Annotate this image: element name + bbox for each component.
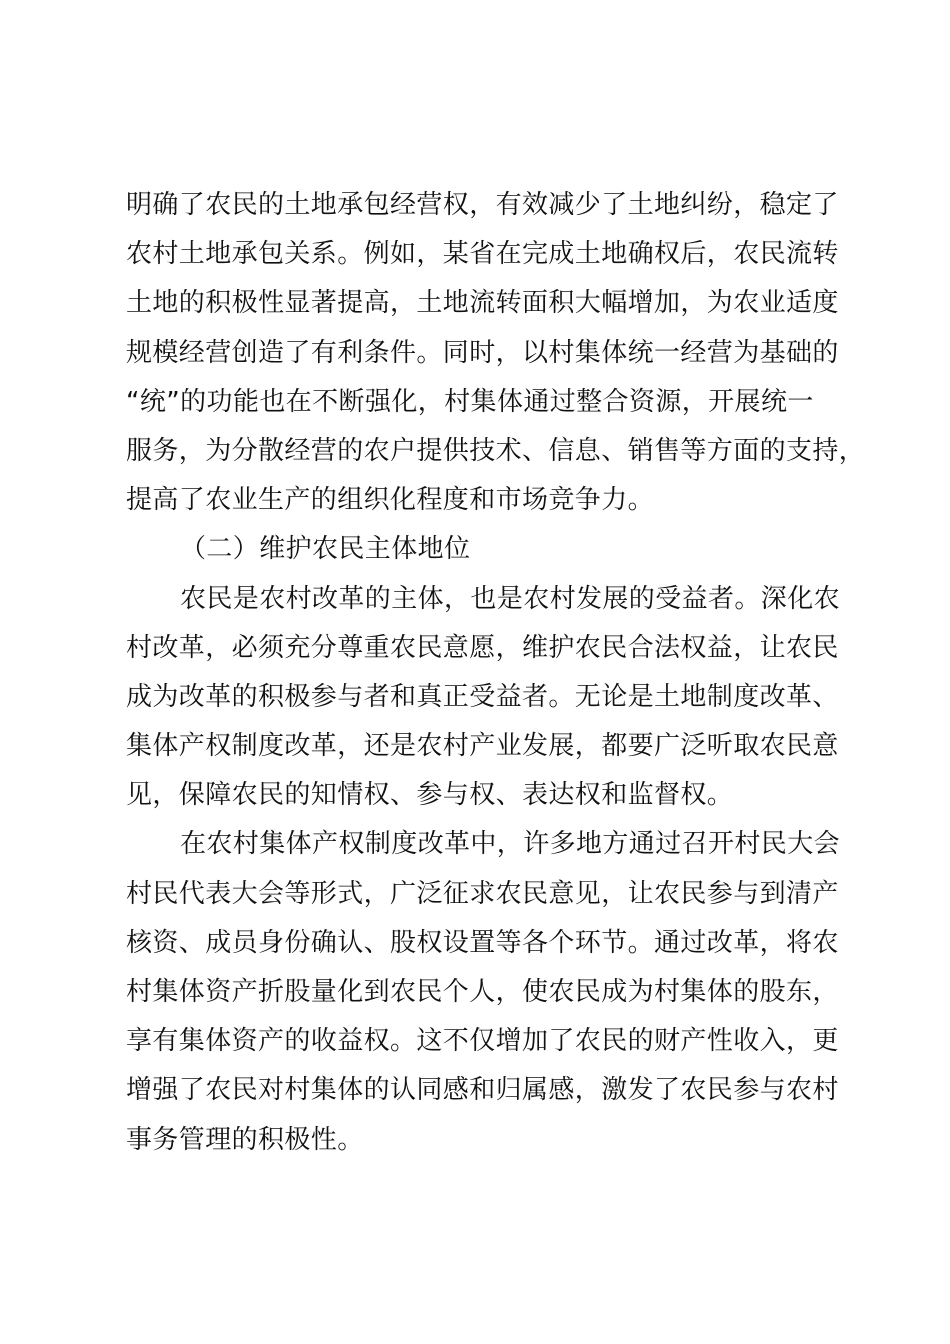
text-line: 村改革，必须充分尊重农民意愿，维护农民合法权益，让农民 <box>126 632 839 663</box>
paragraph-continued <box>126 181 866 525</box>
text-line: 享有集体资产的收益权。这不仅增加了农民的财产性收入，更 <box>126 1026 839 1057</box>
text-line: 规模经营创造了有利条件。同时，以村集体统一经营为基础的 <box>126 337 839 368</box>
text-line: 增强了农民对村集体的认同感和归属感，激发了农民参与农村 <box>126 1075 839 1106</box>
text-line: 成为改革的积极参与者和真正受益者。无论是土地制度改革、 <box>126 681 839 712</box>
text-line: 核资、成员身份确认、股权设置等各个环节。通过改革，将农 <box>126 927 839 958</box>
text-line: 事务管理的积极性。 <box>126 1124 364 1155</box>
text-line: 见，保障农民的知情权、参与权、表达权和监督权。 <box>126 780 734 811</box>
text-line: 土地的积极性显著提高，土地流转面积大幅增加，为农业适度 <box>126 288 839 319</box>
text-line: 明确了农民的土地承包经营权，有效减少了土地纠纷，稳定了 <box>126 190 839 220</box>
section-heading: （二）维护农民主体地位 <box>180 534 471 565</box>
paragraph-3 <box>126 820 861 1164</box>
text-line: 村民代表大会等形式，广泛征求农民意见，让农民参与到清产 <box>126 878 839 909</box>
text-line: 农民是农村改革的主体，也是农村发展的受益者。深化农 <box>180 583 841 614</box>
text-line: 提高了农业生产的组织化程度和市场竞争力。 <box>126 485 655 516</box>
paragraph-2 <box>126 575 861 821</box>
text-line: 农村土地承包关系。例如，某省在完成土地确权后，农民流转 <box>126 239 839 270</box>
text-line: 村集体资产折股量化到农民个人，使农民成为村集体的股东， <box>126 977 839 1007</box>
body-text <box>126 181 866 1165</box>
text-line: 在农村集体产权制度改革中，许多地方通过召开村民大会 <box>180 829 841 860</box>
text-line: 服务，为分散经营的农户提供技术、信息、销售等方面的支持， <box>126 435 866 466</box>
text-line: 集体产权制度改革，还是农村产业发展，都要广泛听取农民意 <box>126 731 839 762</box>
text-line: “统”的功能也在不断强化，村集体通过整合资源，开展统一 <box>126 386 814 417</box>
